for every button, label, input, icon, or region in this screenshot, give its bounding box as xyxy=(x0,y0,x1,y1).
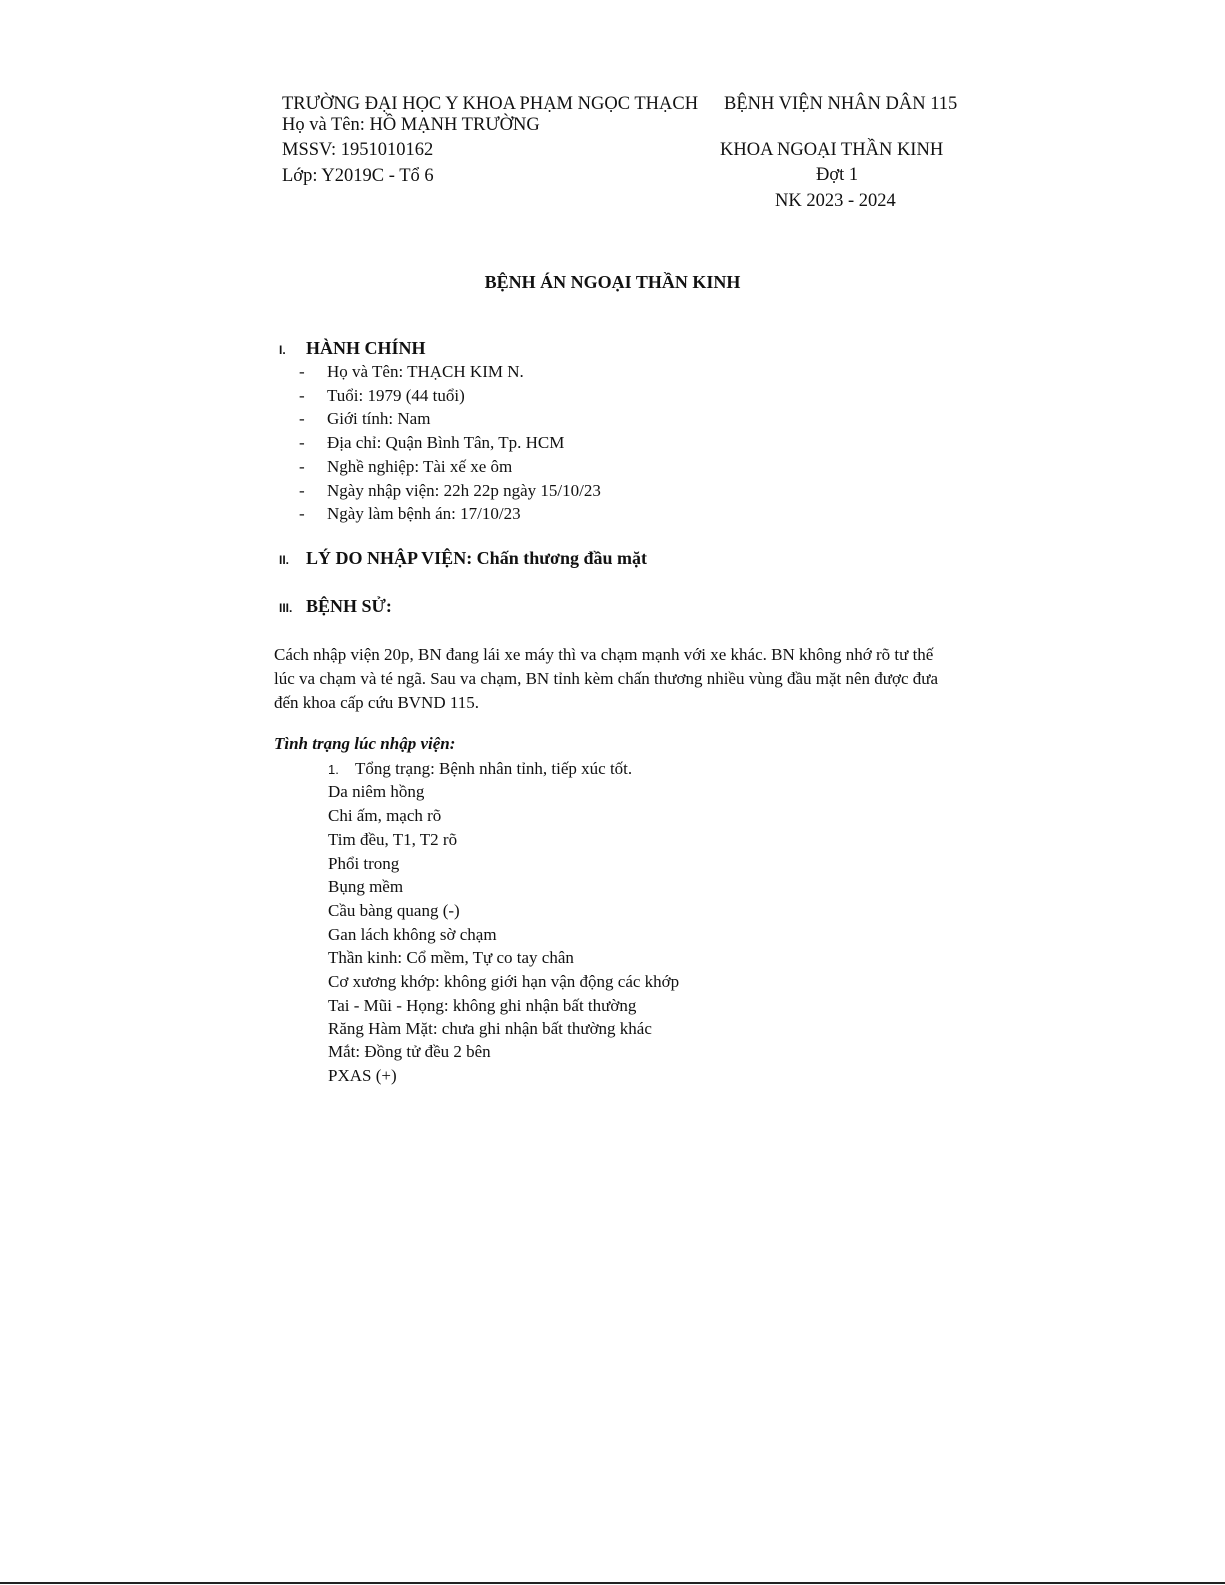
history-paragraph: Cách nhập viện 20p, BN đang lái xe máy thì va chạm mạnh với xe khác. BN không nhớ rõ tư thế lúc va chạm và té ngã. Sau va chạm, BN tỉnh kèm chấn thương nhiều vùng đầu mặt nên được đưa đến khoa cấp cứu BVND 115. xyxy=(274,645,939,712)
finding-line: Cầu bàng quang (-) xyxy=(328,901,460,920)
finding-line: Chi ấm, mạch rõ xyxy=(328,806,442,825)
list-item: - Địa chỉ: Quận Bình Tân, Tp. HCM xyxy=(299,433,565,452)
round-label: Đợt 1 xyxy=(816,165,859,185)
hospital-name: BỆNH VIỆN NHÂN DÂN 115 xyxy=(724,94,958,114)
academic-year: NK 2023 - 2024 xyxy=(775,191,896,211)
school-name: TRƯỜNG ĐẠI HỌC Y KHOA PHẠM NGỌC THẠCH xyxy=(282,94,699,114)
finding-line: Răng Hàm Mặt: chưa ghi nhận bất thường khác xyxy=(328,1019,652,1038)
section-administrative-heading xyxy=(279,338,426,359)
list-item: - Giới tính: Nam xyxy=(299,409,431,428)
list-number: 1. xyxy=(328,762,339,777)
page-bottom-border xyxy=(0,1582,1225,1584)
finding-line: Cơ xương khớp: không giới hạn vận động các khớp xyxy=(328,972,680,991)
admission-status-heading: Tình trạng lúc nhập viện: xyxy=(274,734,456,753)
finding-line: Gan lách không sờ chạm xyxy=(328,925,497,944)
student-id: MSSV: 1951010162 xyxy=(282,140,434,160)
finding-line: Phổi trong xyxy=(328,854,400,873)
finding-line: Thần kinh: Cổ mềm, Tự co tay chân xyxy=(328,948,574,967)
list-item: - Ngày nhập viện: 22h 22p ngày 15/10/23 xyxy=(299,481,601,500)
list-item: - Họ và Tên: THẠCH KIM N. xyxy=(299,362,524,381)
section-title: LÝ DO NHẬP VIỆN: Chấn thương đầu mặt xyxy=(306,548,647,568)
finding-line: Tai - Mũi - Họng: không ghi nhận bất thường xyxy=(328,996,637,1015)
section-title: BỆNH SỬ: xyxy=(306,596,392,616)
list-item: - Ngày làm bệnh án: 17/10/23 xyxy=(299,504,521,523)
department-name: KHOA NGOẠI THẦN KINH xyxy=(720,140,944,160)
section-history-heading xyxy=(279,596,392,617)
section-number: III. xyxy=(279,601,293,615)
section-title: HÀNH CHÍNH xyxy=(306,338,426,358)
list-item: - Tuổi: 1979 (44 tuổi) xyxy=(299,386,465,405)
section-number: I. xyxy=(279,343,286,357)
finding-line: Bụng mềm xyxy=(328,877,404,896)
finding-line: PXAS (+) xyxy=(328,1066,397,1085)
finding-line: Da niêm hồng xyxy=(328,782,425,801)
section-reason-heading xyxy=(279,548,647,569)
numbered-list-item: 1. Tổng trạng: Bệnh nhân tỉnh, tiếp xúc tốt. xyxy=(328,759,633,778)
section-number: II. xyxy=(279,553,290,567)
student-class: Lớp: Y2019C - Tổ 6 xyxy=(282,166,434,186)
document-title: BỆNH ÁN NGOẠI THẦN KINH xyxy=(484,272,741,292)
list-item: - Nghề nghiệp: Tài xế xe ôm xyxy=(299,457,513,476)
finding-line: Mắt: Đồng tử đều 2 bên xyxy=(328,1042,491,1061)
finding-line: Tim đều, T1, T2 rõ xyxy=(328,830,458,849)
student-name: Họ và Tên: HỒ MẠNH TRƯỜNG xyxy=(282,115,540,135)
